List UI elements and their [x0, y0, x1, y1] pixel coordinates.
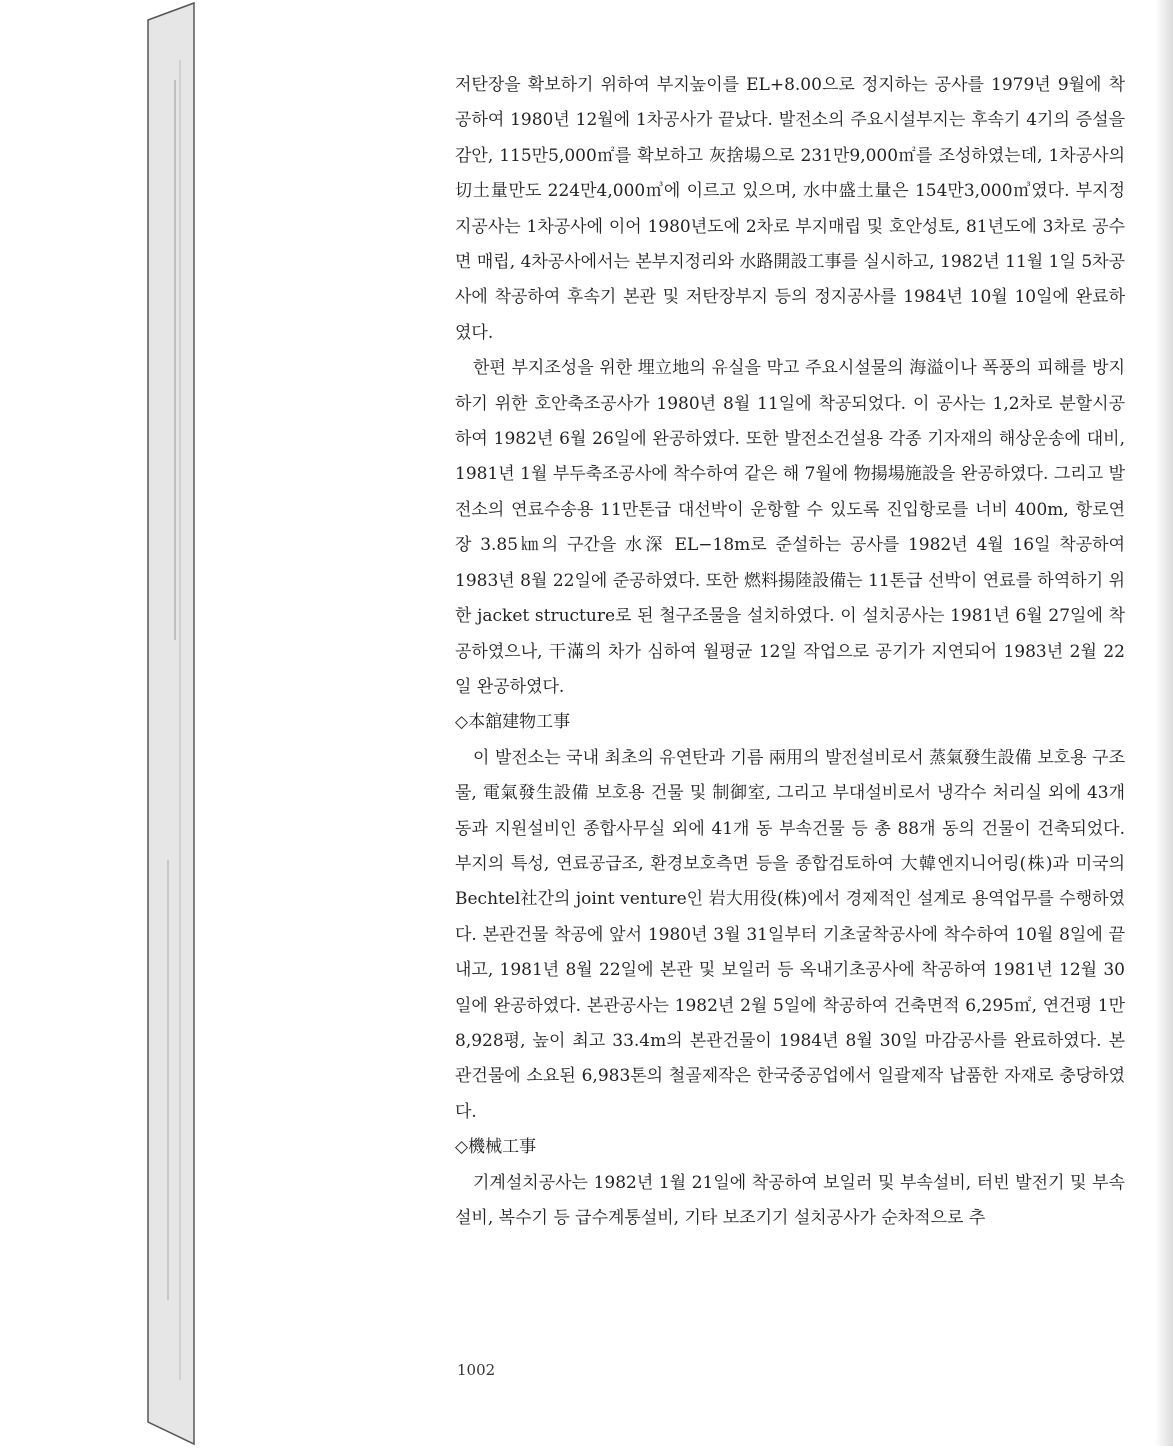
paragraph-2: 한편 부지조성을 위한 埋立地의 유실을 막고 주요시설물의 海溢이나 폭풍의 피해를 방지하기 위한 호안축조공사가 1980년 8월 11일에 착공되었다. 이 공사는 1,2차로 분할시공하여 1982년 6월 26일에 완공하였다. 또한 발전소건설용 각종 기자재의 해상운송에 대비, 1981년 1월 부두축조공사에 착수하여 같은 해 7월에 物揚場施設을 완공하였다. 그리고 발전소의 연료수송용 11만톤급 대선박이 운항할 수 있도록 진입항로를 너비 400m, 항로연장 3.85㎞의 구간을 水深 EL−18m로 준설하는 공사를 1982년 4월 16일 착공하여 1983년 8월 22일에 준공하였다. 또한 燃料揚陸設備는 11톤급 선박이 연료를 하역하기 위한 jacket structure로 된 철구조물을 설치하였다. 이 설치공사는 1981년 6월 27일에 착공하였으나, 干滿의 차가 심하여 월평균 12일 작업으로 공기가 지연되어 1983년 2월 22일 완공하였다.	[455, 358, 1125, 697]
paragraph-4: 기계설치공사는 1982년 1월 21일에 착공하여 보일러 및 부속설비, 터빈 발전기 및 부속설비, 복수기 등 급수계통설비, 기타 보조기기 설치공사가 순차적으로 추	[455, 1172, 1125, 1228]
section-heading-machinery: ◇機械工事	[455, 1137, 537, 1158]
paragraph-3: 이 발전소는 국내 최초의 유연탄과 기름 兩用의 발전설비로서 蒸氣發生設備 보호용 구조물, 電氣發生設備 보호용 건물 및 制御室, 그리고 부대설비로서 냉각수 처리실 외에 43개 동과 지원설비인 종합사무실 외에 41개 동 부속건물 등 총 88개 동의 건물이 건축되었다. 부지의 특성, 연료공급조, 환경보호측면 등을 종합검토하여 大韓엔지니어링(株)과 미국의 Bechtel社간의 joint venture인 岩大用役(株)에서 경제적인 설계로 용역업무를 수행하였다. 본관건물 착공에 앞서 1980년 3월 31일부터 기초굴착공사에 착수하여 10월 8일에 끝내고, 1981년 8월 22일에 본관 및 보일러 등 옥내기초공사에 착공하여 1981년 12월 30일에 완공하였다. 본관공사는 1982년 2월 5일에 착공하여 건축면적 6,295㎡, 연건평 1만8,928평, 높이 최고 33.4m의 본관건물이 1984년 8월 30일 마감공사를 완료하였다. 본관건물에 소요된 6,983톤의 철골제작은 한국중공업에서 일괄제작 납품한 자재로 충당하였다.	[455, 747, 1125, 1122]
page-edge-shadow	[1155, 0, 1173, 1446]
page-number: 1002	[457, 1361, 496, 1379]
body-text	[455, 68, 1125, 1236]
paragraph-1: 저탄장을 확보하기 위하여 부지높이를 EL+8.00으로 정지하는 공사를 1979년 9월에 착공하여 1980년 12월에 1차공사가 끝났다. 발전소의 주요시설부지는 후속기 4기의 증설을 감안, 115만5,000㎡를 확보하고 灰捨場으로 231만9,000㎡를 조성하였는데, 1차공사의 切土量만도 224만4,000㎥에 이르고 있으며, 水中盛土量은 154만3,000㎥였다. 부지정지공사는 1차공사에 이어 1980년도에 2차로 부지매립 및 호안성토, 81년도에 3차로 공수면 매립, 4차공사에서는 본부지정리와 水路開設工事를 실시하고, 1982년 11월 1일 5차공사에 착공하여 후속기 본관 및 저탄장부지 등의 정지공사를 1984년 10월 10일에 완료하였다.	[455, 75, 1125, 343]
section-heading-main-building: ◇本舘建物工事	[455, 712, 571, 733]
